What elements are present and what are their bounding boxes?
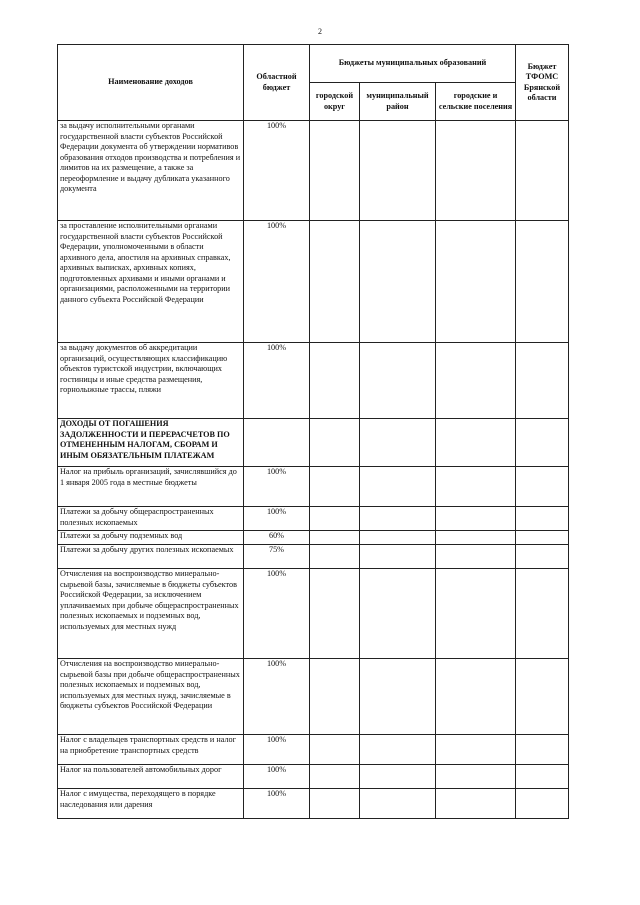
empty-cell [516,221,569,343]
empty-cell [360,121,436,221]
regional-share: 100% [244,659,310,735]
empty-cell [516,545,569,569]
regional-share: 75% [244,545,310,569]
empty-cell [360,343,436,419]
empty-cell [436,343,516,419]
empty-cell [360,531,436,545]
empty-cell [436,735,516,765]
empty-cell [360,789,436,819]
regional-share: 60% [244,531,310,545]
empty-cell [436,467,516,507]
empty-cell [310,343,360,419]
revenue-name: за проставление исполнительными органами государственной власти субъектов Российской Федерации, уполномоченными в области архивного дела, апостиля на архивных справках, архивных выписках, архивных копиях, подготовленных архивами и иными органами и организациями, расположенными на территории данного субъекта Российской Федерации [58,221,244,343]
empty-cell [310,735,360,765]
empty-cell [436,659,516,735]
regional-share [244,419,310,467]
regional-share: 100% [244,735,310,765]
regional-share: 100% [244,121,310,221]
empty-cell [360,507,436,531]
empty-cell [516,467,569,507]
page-number: 2 [318,27,322,36]
table-row [58,789,569,819]
regional-share: 100% [244,343,310,419]
empty-cell [310,765,360,789]
revenue-name: Платежи за добычу подземных вод [58,531,244,545]
empty-cell [436,545,516,569]
revenue-name: Налог с владельцев транспортных средств и налог на приобретение транспортных средств [58,735,244,765]
header-name: Наименование доходов [58,45,244,121]
regional-share: 100% [244,765,310,789]
revenue-name: Платежи за добычу других полезных ископаемых [58,545,244,569]
revenue-name: Платежи за добычу общераспространенных полезных ископаемых [58,507,244,531]
regional-share: 100% [244,569,310,659]
table-row [58,735,569,765]
empty-cell [516,507,569,531]
empty-cell [360,735,436,765]
table-row [58,531,569,545]
empty-cell [310,221,360,343]
empty-cell [516,789,569,819]
empty-cell [516,569,569,659]
revenue-name: за выдачу исполнительными органами государственной власти субъектов Российской Федерации документа об утверждении нормативов образования отходов производства и потребления и лимитов на их размещение, а также за переоформление и выдачу дубликата указанного документа [58,121,244,221]
table-row [58,419,569,467]
header-city-district: городской округ [310,83,360,121]
empty-cell [516,659,569,735]
empty-cell [436,507,516,531]
regional-share: 100% [244,467,310,507]
table-row [58,765,569,789]
empty-cell [360,419,436,467]
revenue-distribution-table [57,44,569,819]
header-municipal-group: Бюджеты муниципальных образований [310,45,516,83]
revenue-name: Налог на пользователей автомобильных дорог [58,765,244,789]
empty-cell [360,765,436,789]
empty-cell [436,121,516,221]
regional-share: 100% [244,507,310,531]
empty-cell [516,531,569,545]
empty-cell [310,467,360,507]
empty-cell [310,531,360,545]
revenue-name: Налог на прибыль организаций, зачислявшийся до 1 января 2005 года в местные бюджеты [58,467,244,507]
table-row [58,343,569,419]
empty-cell [436,789,516,819]
empty-cell [436,569,516,659]
empty-cell [436,221,516,343]
revenue-name: Отчисления на воспроизводство минерально-сырьевой базы при добыче общераспространенных полезных ископаемых и подземных вод, используемых для местных нужд, зачисляемые в бюджеты субъектов Российской Федерации [58,659,244,735]
table-row [58,221,569,343]
table-row [58,121,569,221]
empty-cell [436,531,516,545]
empty-cell [516,343,569,419]
header-settlements: городские и сельские поселения [436,83,516,121]
regional-share: 100% [244,789,310,819]
header-municipal-district: муниципальный район [360,83,436,121]
empty-cell [310,569,360,659]
empty-cell [310,507,360,531]
table-row [58,507,569,531]
empty-cell [310,419,360,467]
revenue-name: Отчисления на воспроизводство минерально-сырьевой базы, зачисляемые в бюджеты субъектов Российской Федерации, за исключением уплачиваемых при добыче общераспространенных полезных ископаемых и подземных вод, используемых для местных нужд [58,569,244,659]
empty-cell [310,545,360,569]
empty-cell [516,419,569,467]
empty-cell [360,569,436,659]
section-heading: ДОХОДЫ ОТ ПОГАШЕНИЯ ЗАДОЛЖЕННОСТИ И ПЕРЕРАСЧЕТОВ ПО ОТМЕНЕННЫМ НАЛОГАМ, СБОРАМ И ИНЫМ ОБЯЗАТЕЛЬНЫМ ПЛАТЕЖАМ [58,419,244,467]
empty-cell [516,735,569,765]
empty-cell [360,545,436,569]
empty-cell [360,659,436,735]
empty-cell [516,765,569,789]
table-row [58,545,569,569]
header-regional: Областной бюджет [244,45,310,121]
empty-cell [436,765,516,789]
empty-cell [516,121,569,221]
table-row [58,659,569,735]
empty-cell [436,419,516,467]
empty-cell [360,467,436,507]
revenue-name: Налог с имущества, переходящего в порядке наследования или дарения [58,789,244,819]
header-tfoms: Бюджет ТФОМС Брянской области [516,45,569,121]
table-row [58,467,569,507]
empty-cell [360,221,436,343]
empty-cell [310,789,360,819]
revenue-name: за выдачу документов об аккредитации организаций, осуществляющих классификацию объектов туристской индустрии, включающих гостиницы и иные средства размещения, горнолыжные трассы, пляжи [58,343,244,419]
regional-share: 100% [244,221,310,343]
empty-cell [310,121,360,221]
table-row [58,569,569,659]
empty-cell [310,659,360,735]
